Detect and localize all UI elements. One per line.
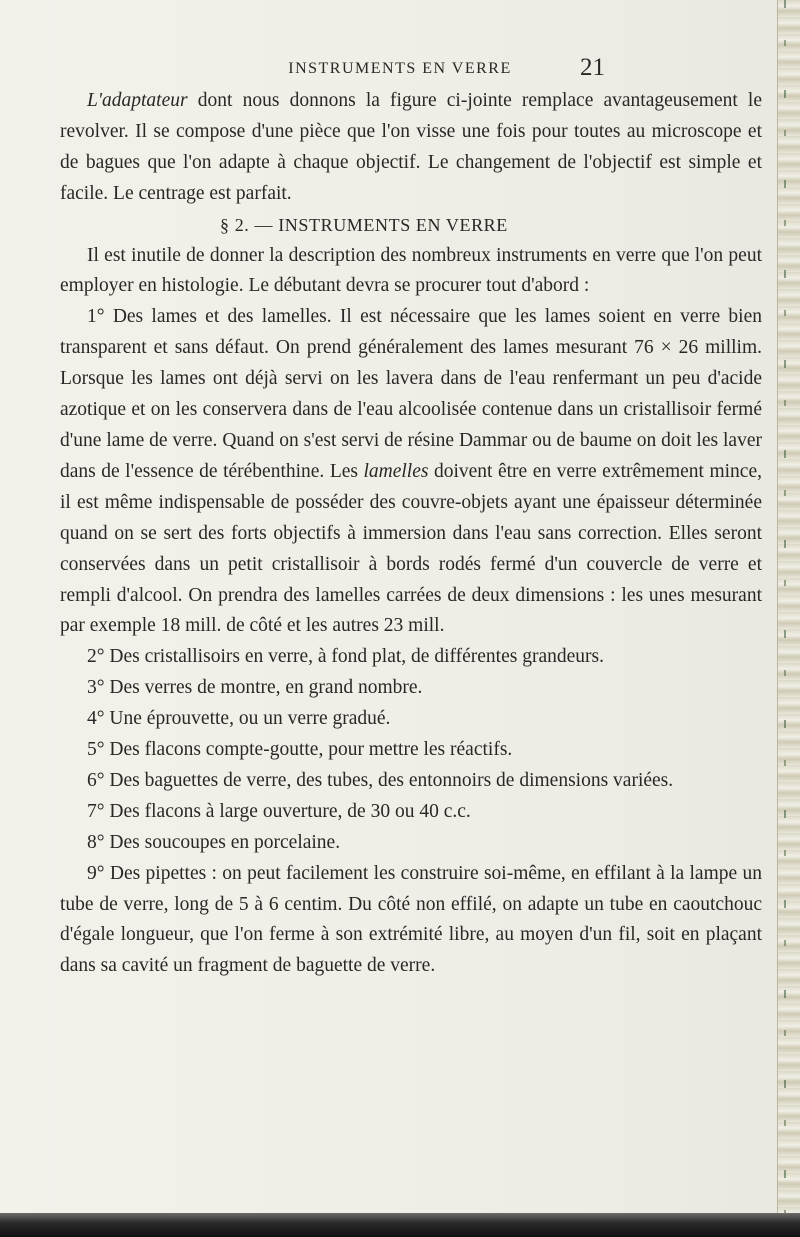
list-item: 9° Des pipettes : on peut facilement les construire soi-même, en effilant à la lampe un tube de verre, long de 5 à 6 centim. Du côté non effilé, on adapte un tube en caoutchouc d'égale longueur, que l'on ferme à son extrémité libre, au moyen d'un fil, soit en plaçant dans sa cavité un fragment de baguette de verre. xyxy=(60,862,762,977)
section-lead: Il est inutile de donner la description des nombreux instruments en verre que l'on peut employer en histologie. Le débutant devra se procurer tout d'abord : xyxy=(60,244,762,297)
running-title: INSTRUMENTS EN VERRE xyxy=(288,60,512,77)
list-item: 5° Des flacons compte-goutte, pour mettre les réactifs. xyxy=(87,739,513,761)
list-item-1 xyxy=(60,302,762,642)
scan-bottom-edge xyxy=(0,1213,800,1237)
section-heading: § 2. — INSTRUMENTS EN VERRE xyxy=(220,214,508,235)
list-item: 3° Des verres de montre, en grand nombre. xyxy=(87,677,423,699)
page-number: 21 xyxy=(580,54,605,81)
list-item: 6° Des baguettes de verre, des tubes, des entonnoirs de dimensions variées. xyxy=(87,769,674,791)
item1-part-a: 1° Des lames et des lamelles. Il est nécessaire que les lames soient en verre bien transparent et sans défaut. On prend généralement des lames mesurant 76 × 26 millim. Lorsque les lames ont déjà servi on les lavera dans de l'eau renfermant un peu d'acide azotique et on les conservera dans de l'eau alcoolisée contenue dans un cristallisoir fermé d'une lame de verre. Quand on s'est servi de résine Dammar ou de baume on doit les laver dans de l'essence de térébenthine. Les xyxy=(60,306,762,482)
page-edge-strip xyxy=(777,0,800,1237)
body-text xyxy=(60,86,762,982)
intro-term: L'adaptateur xyxy=(87,90,188,111)
list-item: 8° Des soucoupes en porcelaine. xyxy=(87,831,341,853)
list-item: 7° Des flacons à large ouverture, de 30 ou 40 c.c. xyxy=(87,800,471,822)
list-item: 4° Une éprouvette, ou un verre gradué. xyxy=(87,708,391,730)
item1-part-b: doivent être en verre extrêmement mince, il est même indispensable de posséder des couvre-objets ayant une épaisseur déterminée quand on se sert des forts objectifs à immersion dans l'eau sans correction. Elles seront conservées dans un petit cristallisoir à bords rodés fermé d'un couvercle de verre et rempli d'alcool. On prendra des lamelles carrées de deux dimensions : les unes mesurant par exemple 18 mill. de côté et les autres 23 mill. xyxy=(60,460,762,637)
item1-term: lamelles xyxy=(363,460,429,482)
intro-text: dont nous donnons la figure ci-jointe remplace avantageusement le revolver. Il se compose d'une pièce que l'on visse une fois pour toutes au microscope et de bagues que l'on adapte à chaque objectif. Le changement de l'objectif est simple et facile. Le centrage est parfait. xyxy=(60,90,762,204)
list-item: 2° Des cristallisoirs en verre, à fond plat, de différentes grandeurs. xyxy=(87,646,604,668)
intro-paragraph xyxy=(60,86,762,210)
